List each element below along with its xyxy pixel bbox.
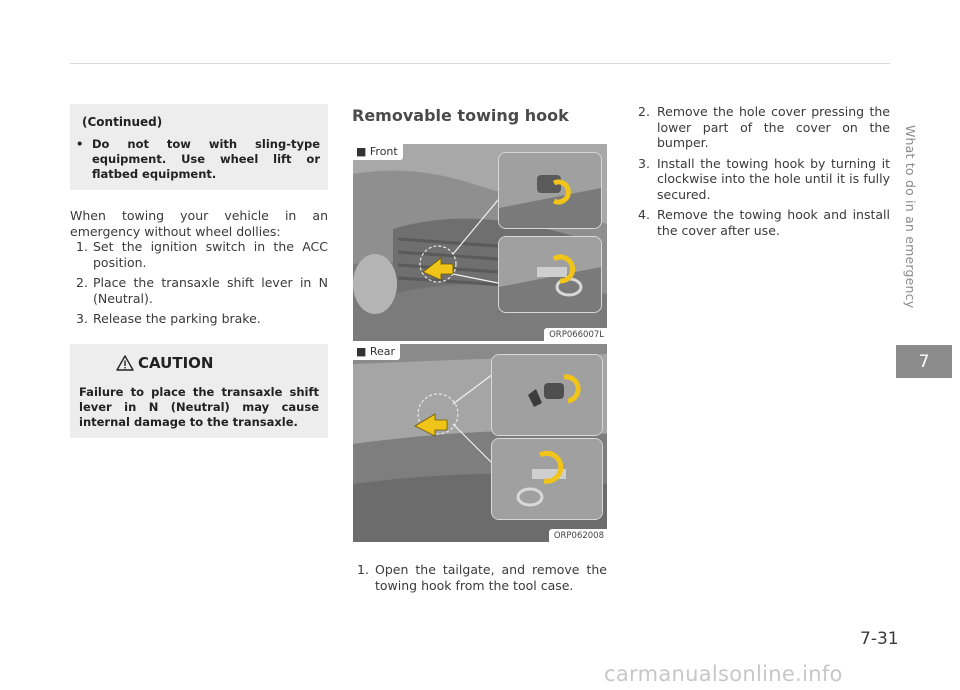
left-steps-list (76, 239, 328, 327)
list-item: 3. Release the parking brake. (76, 311, 261, 326)
rear-figure-label: ■ Rear (353, 344, 400, 360)
front-figure-code: ORP066007L (544, 328, 607, 341)
cover-removal-icon (499, 153, 601, 228)
chapter-number-badge: 7 (896, 345, 952, 378)
list-item: 4. Remove the towing hook and install the cover after use. (638, 207, 890, 238)
list-item: 2. Remove the hole cover pressing the lower part of the cover on the bumper. (638, 104, 890, 150)
continued-title: (Continued) (82, 115, 163, 129)
list-item: 3. Install the towing hook by turning it clockwise into the hole until it is fully secured. (638, 155, 890, 202)
section-heading: Removable towing hook (352, 106, 569, 125)
header-rule (70, 63, 890, 64)
caution-header (116, 354, 213, 372)
continued-bullet-text: Do not tow with sling-type equipment. Use wheel lift or flatbed equipment. (92, 137, 320, 181)
rear-cover-removal-icon (492, 355, 602, 435)
list-item: 2. Place the transaxle shift lever in N (Neutral). (76, 275, 328, 306)
front-inset-hook (498, 236, 602, 313)
rear-figure-code: ORP062008 (549, 529, 607, 542)
chapter-title: What to do in an emergency (903, 125, 918, 309)
caution-title: CAUTION (138, 354, 214, 372)
rear-inset-cover (491, 354, 603, 436)
caution-text: Failure to place the transaxle shift lever in N (Neutral) may cause internal damage to the transaxle. (79, 385, 319, 429)
front-towing-hook-figure (353, 144, 607, 341)
bullet-icon: • (76, 137, 84, 151)
list-item: 1. Set the ignition switch in the ACC position. (76, 239, 328, 270)
page-number: 7-31 (860, 629, 899, 649)
warning-triangle-icon (116, 355, 134, 371)
towing-intro: When towing your vehicle in an emergency without wheel dollies: (70, 208, 328, 239)
continued-warning-box (70, 104, 328, 190)
continued-bullet (76, 137, 320, 182)
front-inset-cover (498, 152, 602, 229)
rear-hook-install-icon (492, 439, 602, 519)
hook-install-icon (499, 237, 601, 312)
list-item: 1. Open the tailgate, and remove the towing hook from the tool case. (357, 562, 607, 593)
rear-inset-hook (491, 438, 603, 520)
caution-box (70, 344, 328, 438)
front-figure-label: ■ Front (353, 144, 403, 160)
watermark: carmanualsonline.info (604, 662, 843, 686)
right-steps-list (638, 104, 890, 238)
rear-towing-hook-figure (353, 344, 607, 542)
